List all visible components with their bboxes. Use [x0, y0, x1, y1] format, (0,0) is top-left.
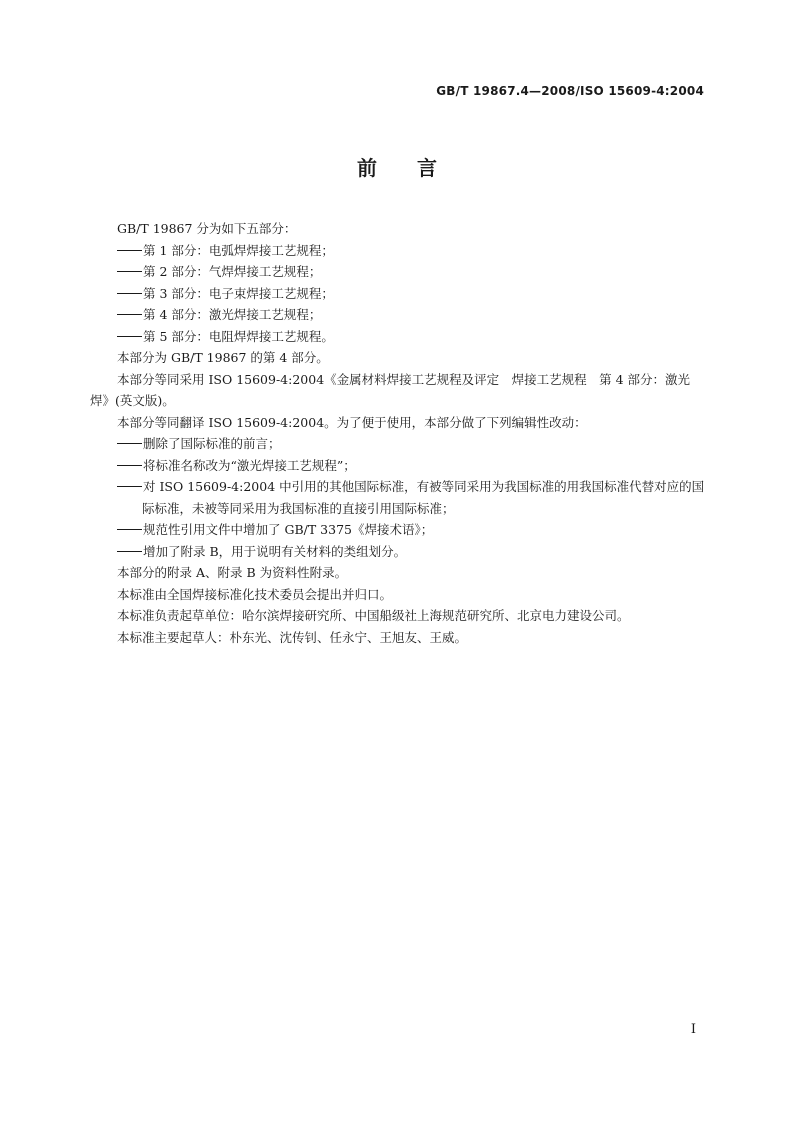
list-item-text: 第 2 部分：气焊焊接工艺规程； [143, 264, 322, 279]
list-item-text: 将标准名称改为“激光焊接工艺规程”； [143, 457, 356, 473]
list-item-part-3 [90, 283, 706, 305]
list-item-text: 删除了国际标准的前言； [143, 436, 281, 451]
em-dash-mark [117, 293, 142, 294]
proposed-by-paragraph: 本标准由全国焊接标准化技术委员会提出并归口。 [117, 586, 393, 602]
em-dash-mark [117, 529, 142, 530]
adoption-paragraph: 本部分等同采用 ISO 15609-4:2004《金属材料焊接工艺规程及评定 焊接工艺规程 第 4 部分：激光焊》(英文版)。 [90, 371, 691, 408]
document-code-header: GB/T 19867.4—2008/ISO 15609-4:2004 [436, 84, 704, 98]
em-dash-mark [117, 250, 142, 251]
annex-paragraph: 本部分的附录 A、附录 B 为资料性附录。 [117, 565, 348, 580]
list-item-text: 第 3 部分：电子束焊接工艺规程； [143, 285, 334, 301]
foreword-body [90, 218, 706, 648]
list-item-text: 规范性引用文件中增加了 GB/T 3375《焊接术语》； [143, 522, 434, 537]
page-number: I [690, 1022, 696, 1037]
translation-paragraph: 本部分等同翻译 ISO 15609-4:2004。为了便于使用，本部分做了下列编辑性改动： [117, 414, 587, 430]
em-dash-mark [117, 443, 142, 444]
em-dash-mark [117, 271, 142, 272]
page-title: 前言 [357, 156, 477, 180]
this-part-paragraph: 本部分为 GB/T 19867 的第 4 部分。 [117, 350, 329, 365]
list-item-text: 第 1 部分：电弧焊焊接工艺规程； [143, 242, 334, 258]
list-item-text: 对 ISO 15609-4:2004 中引用的其他国际标准，有被等同采用为我国标准的用我国标准代替对应的国际标准，未被等同采用为我国标准的直接引用国际标准； [142, 479, 705, 516]
list-item-text: 第 5 部分：电阻焊焊接工艺规程。 [143, 328, 334, 344]
list-item-change-1 [90, 433, 706, 455]
list-item-part-5 [90, 326, 706, 348]
list-item-change-5 [90, 541, 706, 563]
drafting-units-paragraph: 本标准负责起草单位：哈尔滨焊接研究所、中国船级社上海规范研究所、北京电力建设公司。 [117, 608, 630, 623]
list-item-part-2 [90, 261, 706, 283]
em-dash-mark [117, 465, 142, 466]
drafters-paragraph: 本标准主要起草人：朴东光、沈传钊、任永宁、王旭友、王威。 [117, 629, 468, 645]
list-item-text: 增加了附录 B，用于说明有关材料的类组划分。 [143, 543, 407, 559]
list-item-change-3 [90, 476, 706, 519]
list-item-text: 第 4 部分：激光焊接工艺规程； [143, 307, 322, 322]
intro-paragraph: GB/T 19867 分为如下五部分： [117, 221, 297, 236]
list-item-change-2 [90, 455, 706, 477]
em-dash-mark [117, 486, 142, 487]
list-item-change-4 [90, 519, 706, 541]
em-dash-mark [117, 314, 142, 315]
em-dash-mark [117, 551, 142, 552]
em-dash-mark [117, 336, 142, 337]
list-item-part-4 [90, 304, 706, 326]
list-item-part-1 [90, 240, 706, 262]
